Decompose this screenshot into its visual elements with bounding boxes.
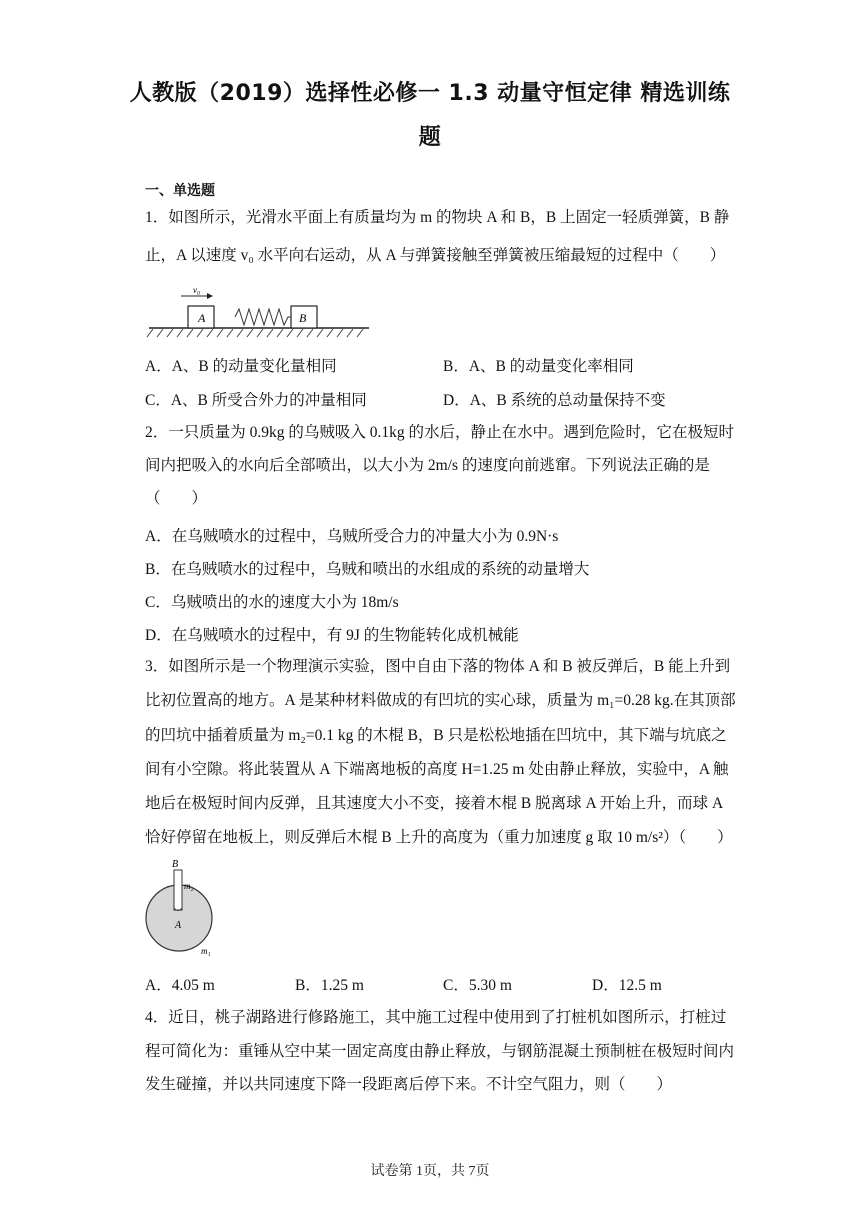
q4-line2: 程可简化为：重锤从空中某一固定高度由静止释放，与钢筋混凝土预制桩在极短时间内 (145, 1043, 735, 1060)
q3-line5: 地后在极短时间内反弹，且其速度大小不变，接着木棍 B 脱离球 A 开始上升，而球 A (145, 795, 724, 812)
q2-option-b: B．在乌贼喷水的过程中，乌贼和喷出的水组成的系统的动量增大 (145, 561, 590, 578)
q1-line2: 止，A 以速度 v₀ 水平向右运动，从 A 与弹簧接触至弹簧被压缩最短的过程中（ ） (145, 247, 726, 264)
q1-option-a: A．A、B 的动量变化量相同 (145, 358, 337, 375)
ball-a-label: A (175, 920, 182, 931)
q3-option-c: C．5.30 m (443, 977, 512, 994)
doc-title-line2: 题 (418, 125, 442, 150)
q2-option-d: D．在乌贼喷水的过程中，有 9J 的生物能转化成机械能 (145, 627, 519, 644)
q2-option-a: A．在乌贼喷水的过程中，乌贼所受合力的冲量大小为 0.9N·s (145, 528, 559, 545)
q2-option-c: C．乌贼喷出的水的速度大小为 18m/s (145, 594, 399, 611)
stick-b-label: B (172, 859, 179, 870)
stick-mass-label: m₂ (184, 881, 194, 891)
doc-title-line1: 人教版（2019）选择性必修一 1.3 动量守恒定律 精选训练 (129, 81, 731, 106)
page-footer: 试卷第 1页，共 7页 (370, 1164, 490, 1179)
q3-line1: 3．如图所示是一个物理演示实验，图中自由下落的物体 A 和 B 被反弹后，B 能上升到 (145, 658, 731, 675)
block-b-label: B (299, 311, 307, 325)
q3-option-a: A．4.05 m (145, 977, 215, 994)
q3-figure-ball-stick (140, 856, 230, 960)
q3-line4: 间有小空隙。将此装置从 A 下端离地板的高度 H=1.25 m 处由静止释放，实验中，A 触 (145, 761, 729, 778)
q1-option-b: B．A、B 的动量变化率相同 (443, 358, 634, 375)
section-heading: 一、单选题 (145, 183, 215, 199)
q1-option-c: C．A、B 所受合外力的冲量相同 (145, 392, 367, 409)
q3-line6: 恰好停留在地板上，则反弹后木棍 B 上升的高度为（重力加速度 g 取 10 m/s²）（ ） (145, 829, 733, 846)
q2-line3: （ ） (145, 490, 208, 507)
q2-line1: 2．一只质量为 0.9kg 的乌贼吸入 0.1kg 的水后，静止在水中。遇到危险时，它在极短时 (145, 424, 735, 441)
q1-line1: 1．如图所示，光滑水平面上有质量均为 m 的物块 A 和 B，B 上固定一轻质弹簧，B 静 (145, 209, 730, 226)
q3-option-b: B．1.25 m (295, 977, 364, 994)
q3-line2: 比初位置高的地方。A 是某种材料做成的有凹坑的实心球，质量为 m₁=0.28 kg.在其顶部 (145, 692, 736, 709)
q2-line2: 间内把吸入的水向后全部喷出，以大小为 2m/s 的速度向前逃窜。下列说法正确的是 (145, 457, 710, 474)
ball-mass-label: m₁ (201, 946, 211, 956)
velocity-label: v₀ (193, 285, 201, 295)
q4-line1: 4．近日，桃子湖路进行修路施工，其中施工过程中使用到了打桩机如图所示，打桩过 (145, 1009, 727, 1026)
q1-figure-spring-blocks (145, 282, 375, 342)
spring (235, 309, 291, 325)
q1-option-d: D．A、B 系统的总动量保持不变 (443, 392, 666, 409)
stick-b (174, 870, 182, 910)
block-a-label: A (198, 311, 206, 325)
q3-option-d: D．12.5 m (592, 977, 662, 994)
q3-line3: 的凹坑中插着质量为 m₂=0.1 kg 的木棍 B，B 只是松松地插在凹坑中，其下端与坑底之 (145, 727, 727, 744)
q4-line3: 发生碰撞，并以共同速度下降一段距离后停下来。不计空气阻力，则（ ） (145, 1076, 673, 1093)
